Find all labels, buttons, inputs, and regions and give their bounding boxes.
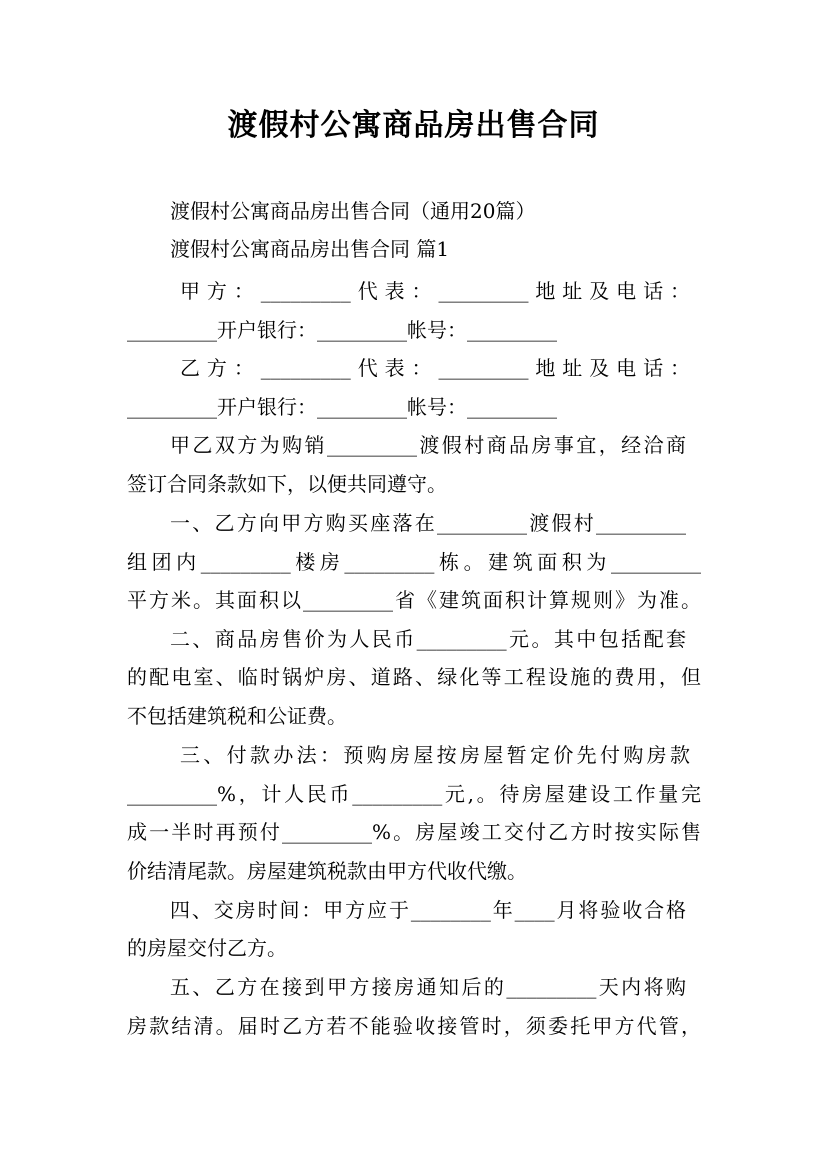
- paragraph-line: 的房屋交付乙方。: [127, 936, 287, 960]
- paragraph-line: 不包括建筑税和公证费。: [127, 704, 347, 728]
- paragraph-line: 二、商品房售价为人民币_________元。其中包括配套: [170, 627, 686, 651]
- paragraph-line: 价结清尾款。房屋建筑税款由甲方代收代缴。: [127, 859, 527, 883]
- subtitle-line: 渡假村公寓商品房出售合同（通用20篇）: [170, 199, 536, 223]
- party-a-line-2: _________开户银行：_________帐号：_________: [127, 318, 557, 342]
- paragraph-line: 四、交房时间：甲方应于________年____月将验收合格: [170, 898, 686, 922]
- paragraph-line: 签订合同条款如下，以便共同遵守。: [127, 472, 447, 496]
- party-a-line-1: 甲方：_________代表：_________地址及电话：: [180, 279, 690, 303]
- paragraph-line: 三、付款办法：预购房屋按房屋暂定价先付购房款: [180, 743, 690, 767]
- paragraph-line: 甲乙双方为购销_________渡假村商品房事宜，经洽商: [170, 433, 686, 457]
- party-b-line-1: 乙方：_________代表：_________地址及电话：: [180, 356, 690, 380]
- paragraph-line: 的配电室、临时锅炉房、道路、绿化等工程设施的费用，但: [127, 665, 701, 689]
- paragraph-line: _________%，计人民币_________元,。待房屋建设工作量完: [127, 782, 701, 806]
- document-title: 渡假村公寓商品房出售合同: [227, 108, 600, 143]
- party-b-line-2: _________开户银行：_________帐号：_________: [127, 395, 557, 419]
- paragraph-line: 组团内_________楼房_________栋。建筑面积为_________: [127, 550, 701, 574]
- paragraph-line: 一、乙方向甲方购买座落在_________渡假村_________: [170, 511, 686, 535]
- chapter-heading: 渡假村公寓商品房出售合同 篇1: [170, 237, 450, 261]
- paragraph-line: 成一半时再预付_________%。房屋竣工交付乙方时按实际售: [127, 820, 701, 844]
- paragraph-line: 房款结清。届时乙方若不能验收接管时，须委托甲方代管，: [127, 1014, 701, 1038]
- paragraph-line: 平方米。其面积以_________省《建筑面积计算规则》为准。: [127, 588, 701, 612]
- paragraph-line: 五、乙方在接到甲方接房通知后的_________天内将购: [170, 975, 686, 999]
